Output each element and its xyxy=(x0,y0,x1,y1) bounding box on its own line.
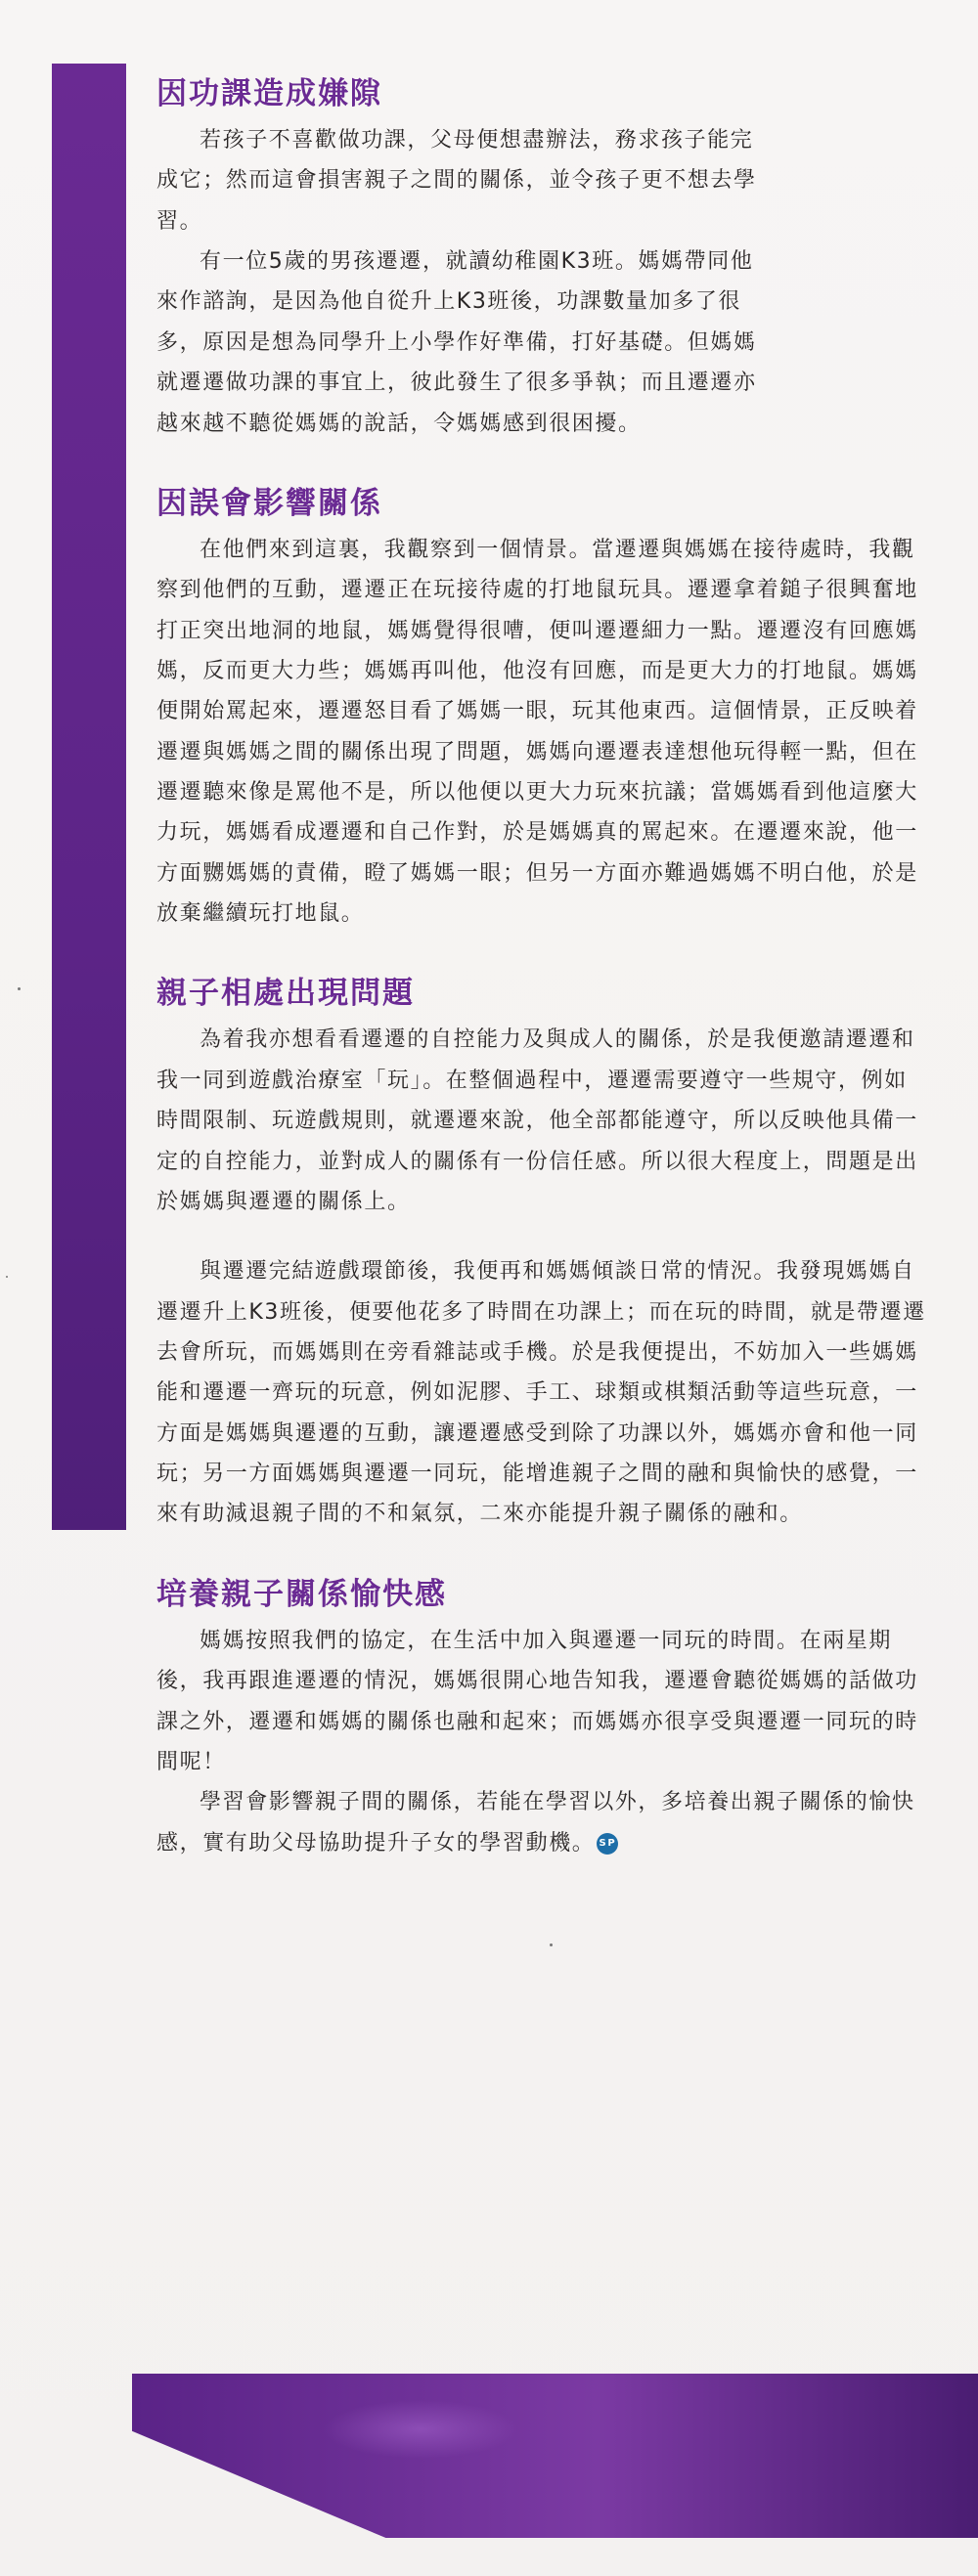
closing-text: 學習會影響親子間的關係，若能在學習以外，多培養出親子關係的愉快感，實有助父母協助提升子女的學習動機。 xyxy=(156,1790,915,1856)
section-1-paragraph-1: 若孩子不喜歡做功課，父母便想盡辦法，務求孩子能完成它；然而這會損害親子之間的關係，並令孩子更不想去學習。 xyxy=(156,128,757,234)
section-1 xyxy=(156,68,929,444)
print-speck xyxy=(18,987,21,990)
section-title-3: 親子相處出現問題 xyxy=(156,976,415,1011)
print-speck xyxy=(6,1276,8,1278)
section-2-paragraph-1: 在他們來到這裏，我觀察到一個情景。當遷遷與媽媽在接待處時，我觀察到他們的互動，遷遷正在玩接待處的打地鼠玩具。遷遷拿着鎚子很興奮地打正突出地洞的地鼠，媽媽覺得很嘈，便叫遷遷細力一點。遷遷沒有回應媽媽，反而更大力些；媽媽再叫他，他沒有回應，而是更大力的打地鼠。媽媽便開始罵起來，遷遷怒目看了媽媽一眼，玩其他東西。這個情景，正反映着遷遷與媽媽之間的關係出現了問題，媽媽向遷遷表達想他玩得輕一點，但在遷遷聽來像是罵他不是，所以他便以更大力玩來抗議；當媽媽看到他這麼大力玩，媽媽看成遷遷和自己作對，於是媽媽真的罵起來。在遷遷來說，他一方面嬲媽媽的責備，瞪了媽媽一眼；但另一方面亦難過媽媽不明白他，於是放棄繼續玩打地鼠。 xyxy=(156,537,918,927)
section-3-paragraph-1: 為着我亦想看看遷遷的自控能力及與成人的關係，於是我便邀請遷遷和我一同到遊戲治療室「玩」。在整個過程中，遷遷需要遵守一些規守，例如時間限制、玩遊戲規則，就遷遷來說，他全部都能遵守，所以反映他具備一定的自控能力，並對成人的關係有一份信任感。所以很大程度上，問題是出於媽媽與遷遷的關係上。 xyxy=(156,1027,918,1214)
print-speck xyxy=(550,1943,553,1946)
article-body xyxy=(156,68,929,1863)
section-4 xyxy=(156,1569,929,1863)
section-3 xyxy=(156,968,929,1534)
section-1-paragraph-2: 有一位5歲的男孩遷遷，就讀幼稚園K3班。媽媽帶同他來作諮詢，是因為他自從升上K3班後，功課數量加多了很多，原因是想為同學升上小學作好準備，打好基礎。但媽媽就遷遷做功課的事宜上，彼此發生了很多爭執；而且遷遷亦越來越不聽從媽媽的說話，令媽媽感到很困擾。 xyxy=(156,249,757,436)
section-title-1: 因功課造成嫌隙 xyxy=(156,76,382,110)
section-4-paragraph-2 xyxy=(156,1782,929,1863)
section-4-paragraph-1: 媽媽按照我們的協定，在生活中加入與遷遷一同玩的時間。在兩星期後，我再跟進遷遷的情況，媽媽很開心地告知我，遷遷會聽從媽媽的話做功課之外，遷遷和媽媽的關係也融和起來；而媽媽亦很享受與遷遷一同玩的時間呢！ xyxy=(156,1628,918,1774)
section-3-paragraph-2: 與遷遷完結遊戲環節後，我便再和媽媽傾談日常的情況。我發現媽媽自遷遷升上K3班後，便要他花多了時間在功課上；而在玩的時間，就是帶遷遷去會所玩，而媽媽則在旁看雜誌或手機。於是我便提出，不妨加入一些媽媽能和遷遷一齊玩的玩意，例如泥膠、手工、球類或棋類活動等這些玩意，一方面是媽媽與遷遷的互動，讓遷遷感受到除了功課以外，媽媽亦會和他一同玩；另一方面媽媽與遷遷一同玩，能增進親子之間的融和與愉快的感覺，一來有助減退親子間的不和氣氛，二來亦能提升親子關係的融和。 xyxy=(156,1259,926,1527)
section-title-2: 因誤會影響關係 xyxy=(156,485,382,520)
sp-logo-icon: SP xyxy=(597,1833,618,1855)
purple-bottom-band xyxy=(132,2374,978,2538)
bottom-band-highlight xyxy=(323,2400,518,2459)
section-2 xyxy=(156,478,929,935)
purple-side-bar xyxy=(52,64,126,1530)
section-title-4: 培養親子關係愉快感 xyxy=(156,1576,447,1611)
